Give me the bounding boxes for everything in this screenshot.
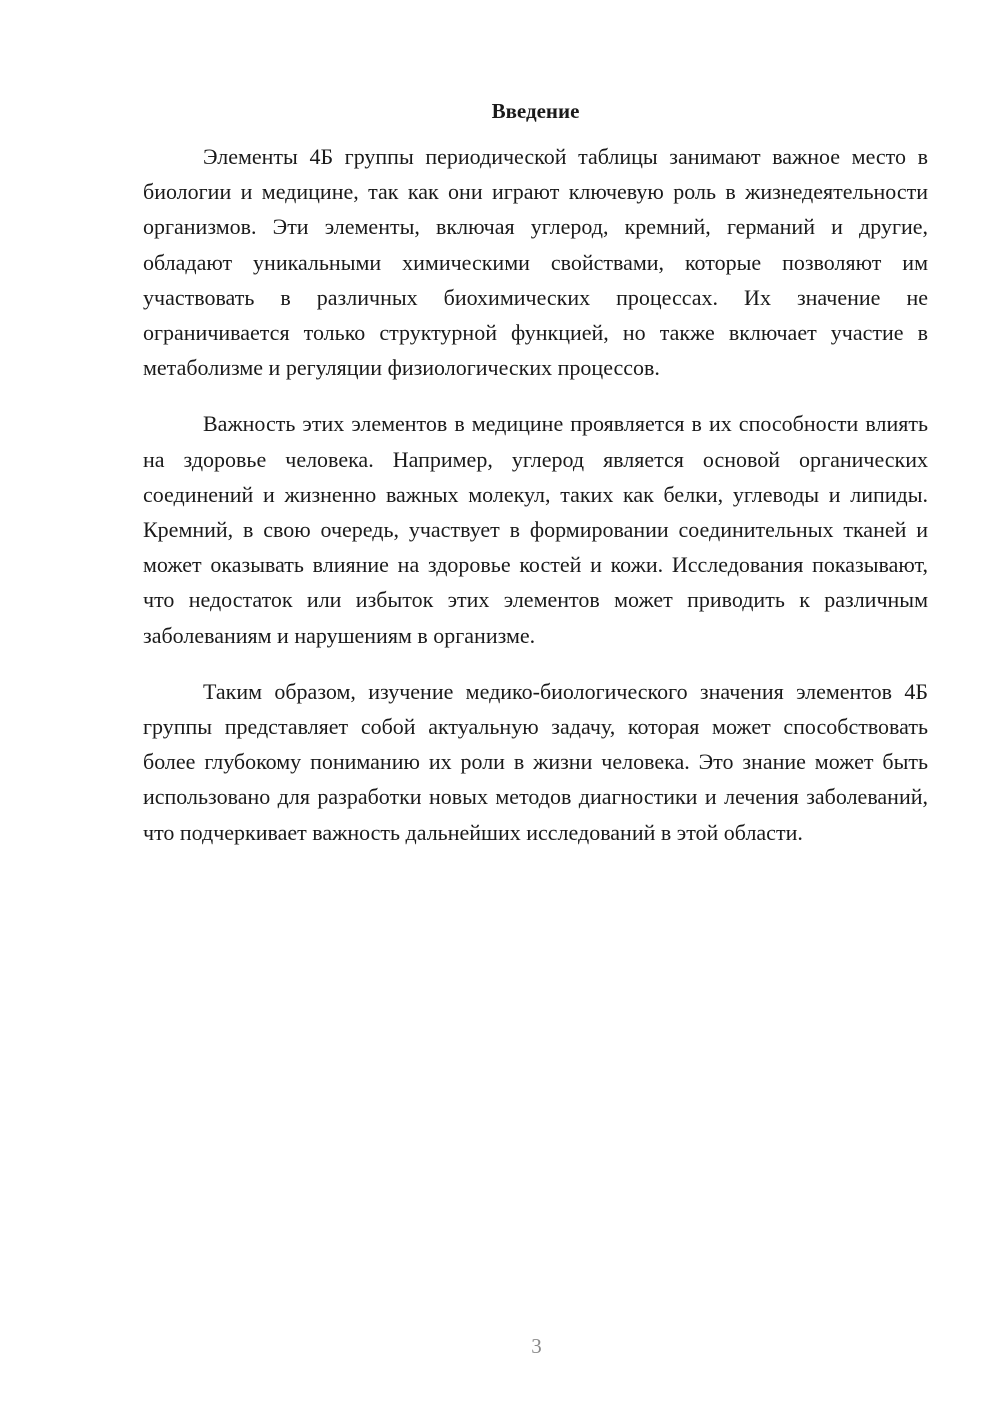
page-content (143, 95, 928, 850)
section-title: Введение (491, 99, 580, 123)
paragraph-1: Элементы 4Б группы периодической таблицы занимают важное место в биологии и медицине, так как они играют ключевую роль в жизнедеятельности организмов. Эти элементы, включая углерод, кремний, германий и другие, обладают уникальными химическими свойствами, которые позволяют им участвовать в различных биохимических процессах. Их значение не ограничивается только структурной функцией, но также включает участие в метаболизме и регуляции физиологических процессов. (143, 144, 928, 381)
page-number: 3 (531, 1334, 542, 1358)
paragraph-3: Таким образом, изучение медико-биологического значения элементов 4Б группы представляет собой актуальную задачу, которая может способствовать более глубокому пониманию их роли в жизни человека. Это знание может быть использовано для разработки новых методов диагностики и лечения заболеваний, что подчеркивает важность дальнейших исследований в этой области. (143, 678, 928, 845)
paragraph-2: Важность этих элементов в медицине проявляется в их способности влиять на здоровье человека. Например, углерод является основой органических соединений и жизненно важных молекул, таких как белки, углеводы и липиды. Кремний, в свою очередь, участвует в формировании соединительных тканей и может оказывать влияние на здоровье костей и кожи. Исследования показывают, что недостаток или избыток этих элементов может приводить к различным заболеваниям и нарушениям в организме. (143, 411, 928, 648)
